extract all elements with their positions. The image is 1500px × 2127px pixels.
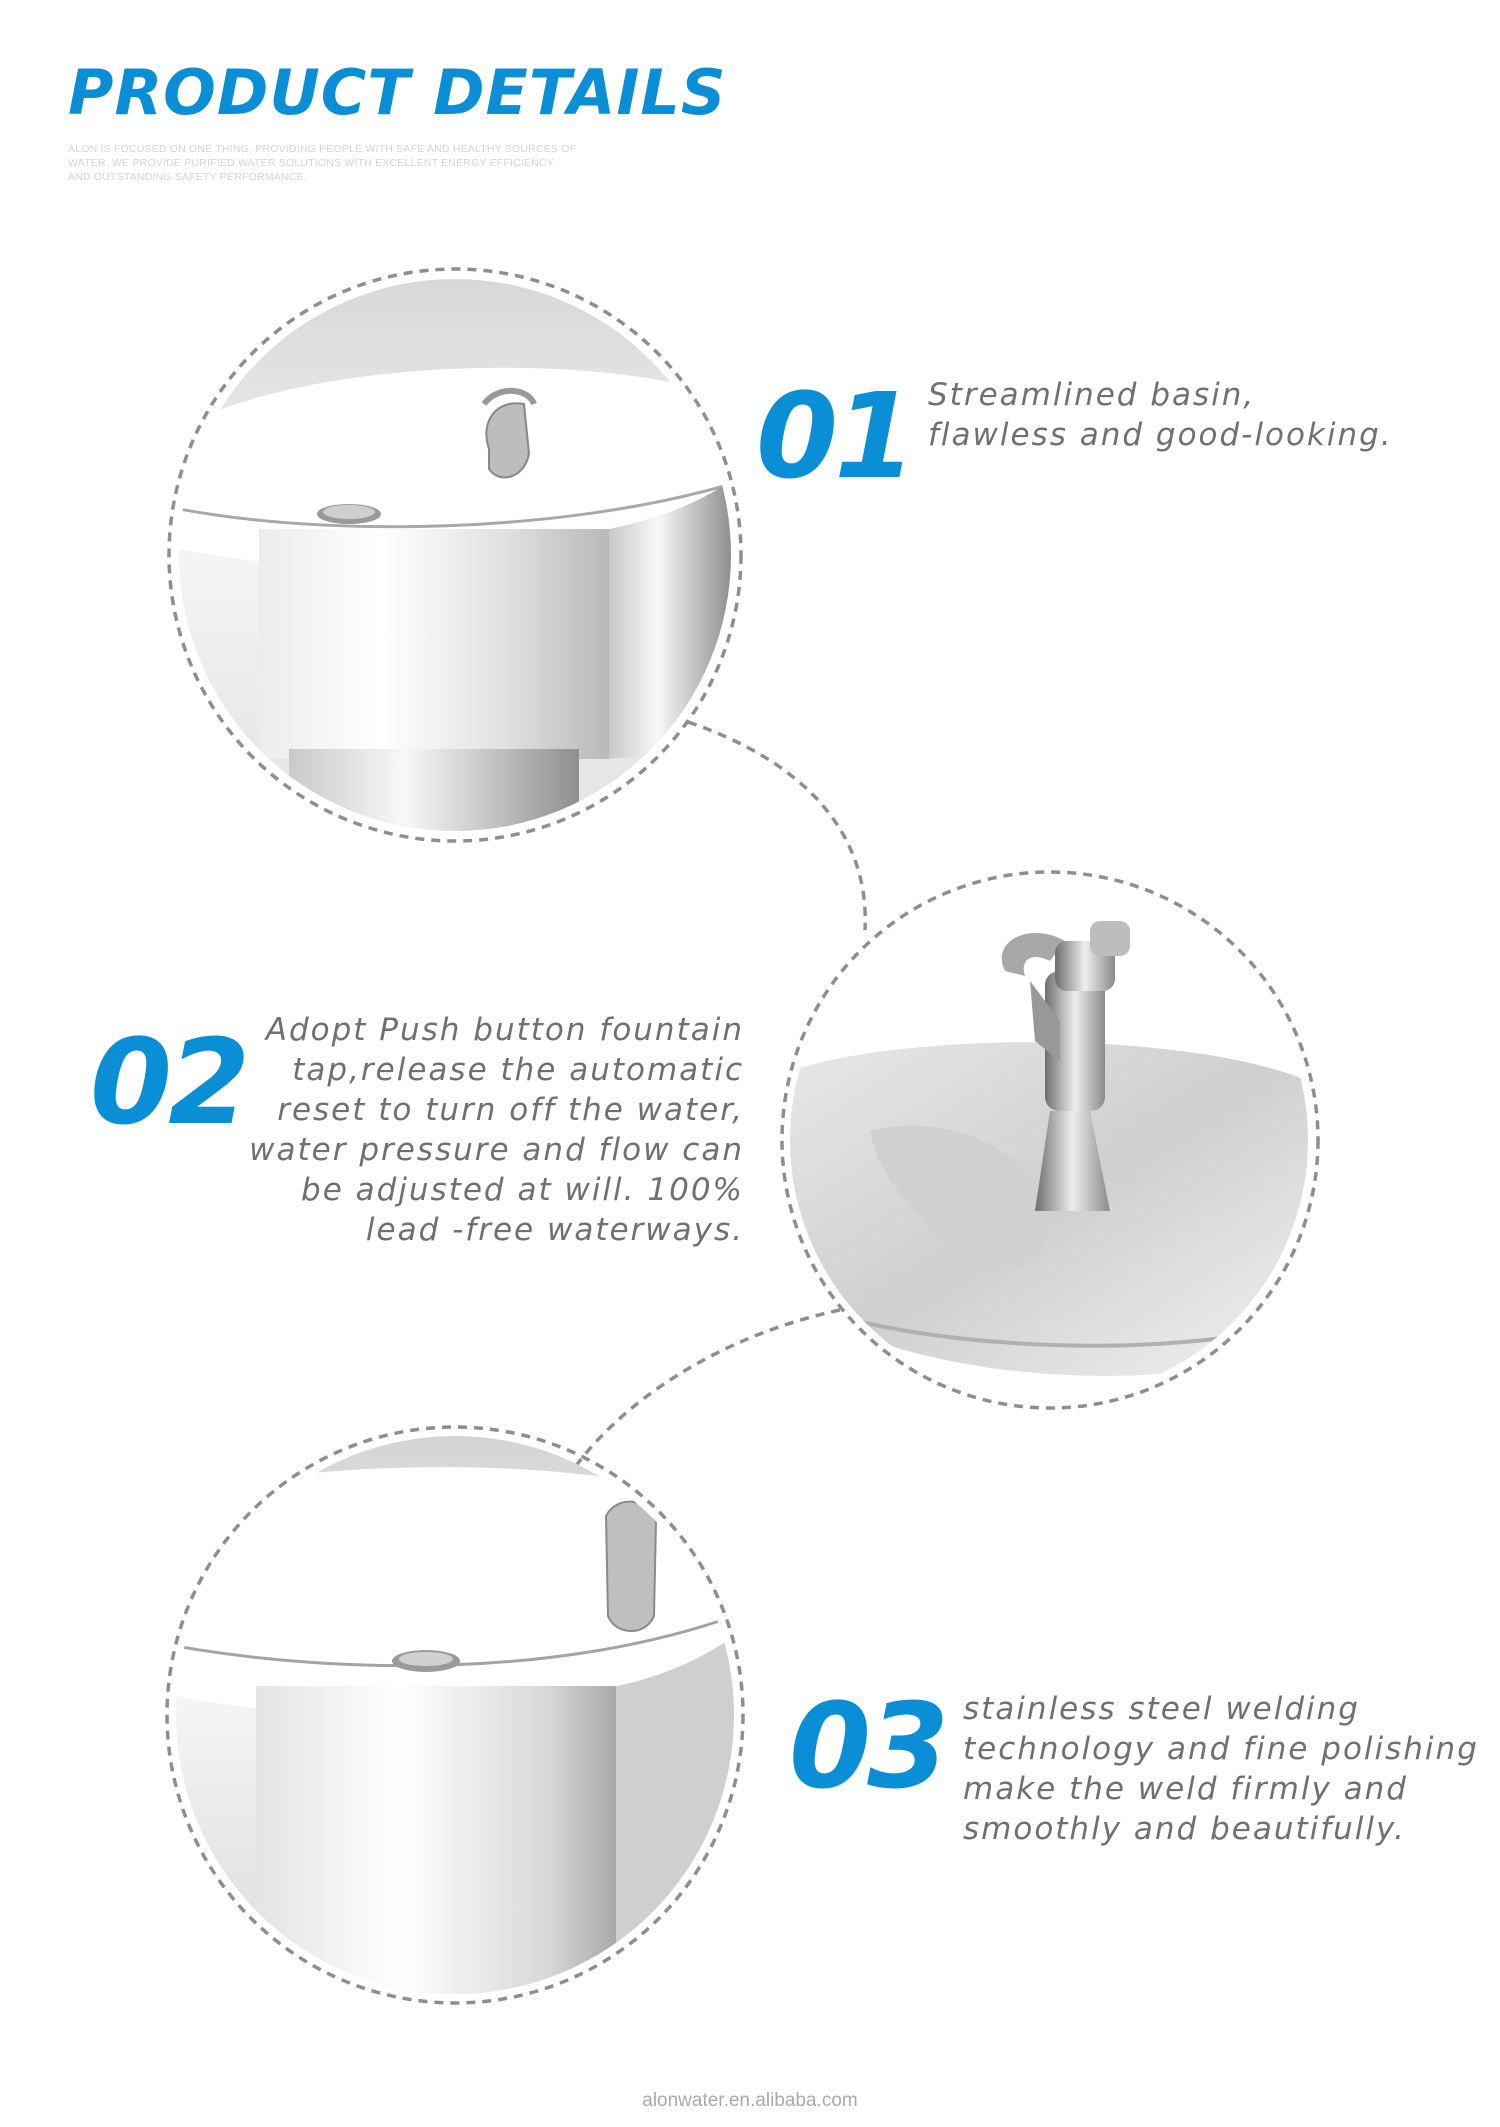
feature-text-line: Streamlined basin, <box>928 377 1256 413</box>
feature-number-03: 03 <box>789 1677 946 1815</box>
connector-arc-1 <box>688 722 865 930</box>
connector-arc-2 <box>560 1310 840 1490</box>
feature-number-01: 01 <box>756 367 913 505</box>
feature-description-01 <box>928 375 1393 455</box>
feature-number-02: 02 <box>90 1013 247 1151</box>
feature-text-line: water pressure and flow can <box>249 1132 744 1168</box>
feature-text-line: technology and fine polishing <box>963 1731 1479 1767</box>
feature-text-line: lead -free waterways. <box>365 1212 744 1248</box>
feature-text-line: smoothly and beautifully. <box>963 1811 1406 1847</box>
welded-basin-photo <box>176 1436 734 1994</box>
steel-basin-photo <box>179 279 731 831</box>
feature-text-line: be adjusted at will. 100% <box>301 1172 744 1208</box>
feature-text-line: make the weld firmly and <box>963 1771 1408 1807</box>
feature-text-line: flawless and good-looking. <box>928 417 1393 453</box>
tagline-line: AND OUTSTANDING SAFETY PERFORMANCE. <box>68 171 307 183</box>
footer-url: alonwater.en.alibaba.com <box>642 2090 858 2111</box>
push-button-tap-photo <box>790 881 1308 1399</box>
feature-text-line: tap,release the automatic <box>292 1052 744 1088</box>
tagline-line: ALON IS FOCUSED ON ONE THING, PROVIDING PEOPLE WITH SAFE AND HEALTHY SOURCES OF <box>68 143 577 155</box>
feature-text-line: reset to turn off the water, <box>277 1092 744 1128</box>
feature-description-03 <box>963 1689 1479 1849</box>
feature-text-line: Adopt Push button fountain <box>265 1012 744 1048</box>
feature-text-line: stainless steel welding <box>963 1691 1360 1727</box>
page-title: PRODUCT DETAILS <box>68 56 727 129</box>
feature-description-02 <box>230 1010 744 1250</box>
tagline-line: WATER. WE PROVIDE PURIFIED WATER SOLUTIONS WITH EXCELLENT ENERGY EFFICIENCY <box>68 157 554 169</box>
